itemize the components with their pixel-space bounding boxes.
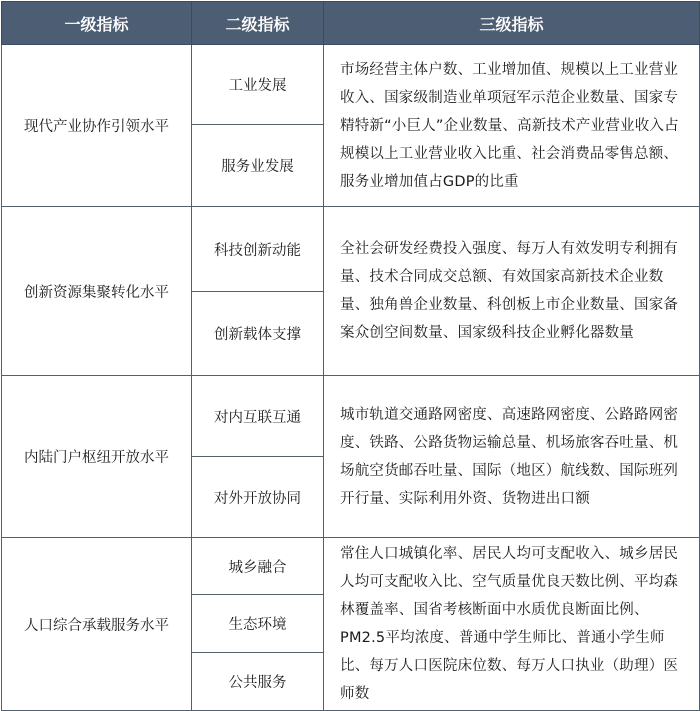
level1-cell: 内陆门户枢纽开放水平	[2, 376, 192, 538]
header-level2: 二级指标	[192, 2, 324, 45]
header-level1: 一级指标	[2, 2, 192, 45]
level2-cell: 生态环境	[192, 595, 324, 653]
table-row	[2, 538, 700, 595]
table-row	[2, 45, 700, 125]
level3-cell: 全社会研发经费投入强度、每万人有效发明专利拥有量、技术合同成交总额、有效国家高新技术企业数量、独角兽企业数量、科创板上市企业数量、国家备案众创空间数量、国家级科技企业孵化器数量	[324, 207, 700, 376]
level2-cell: 服务业发展	[192, 125, 324, 207]
indicator-table	[1, 1, 700, 711]
level2-cell: 城乡融合	[192, 538, 324, 595]
level1-cell: 人口综合承载服务水平	[2, 538, 192, 711]
level3-cell: 城市轨道交通路网密度、高速路网密度、公路路网密度、铁路、公路货物运输总量、机场旅客吞吐量、机场航空货邮吞吐量、国际（地区）航线数、国际班列开行量、实际利用外资、货物进出口额	[324, 376, 700, 538]
level2-cell: 公共服务	[192, 653, 324, 711]
level2-cell: 工业发展	[192, 45, 324, 125]
level3-cell: 常住人口城镇化率、居民人均可支配收入、城乡居民人均可支配收入比、空气质量优良天数比例、平均森林覆盖率、国省考核断面中水质优良断面比例、PM2.5平均浓度、普通中学生师比、普通小学生师比、每万人口医院床位数、每万人口执业（助理）医师数	[324, 538, 700, 711]
header-level3: 三级指标	[324, 2, 700, 45]
table-header-row	[2, 2, 700, 45]
level2-cell: 创新载体支撑	[192, 292, 324, 376]
level2-cell: 科技创新动能	[192, 207, 324, 292]
level1-cell: 现代产业协作引领水平	[2, 45, 192, 207]
level2-cell: 对内互联互通	[192, 376, 324, 457]
level1-cell: 创新资源集聚转化水平	[2, 207, 192, 376]
table-row	[2, 207, 700, 292]
level3-cell: 市场经营主体户数、工业增加值、规模以上工业营业收入、国家级制造业单项冠军示范企业数量、国家专精特新“小巨人”企业数量、高新技术产业营业收入占规模以上工业营业收入比重、社会消费品零售总额、服务业增加值占GDP的比重	[324, 45, 700, 207]
level2-cell: 对外开放协同	[192, 457, 324, 538]
table-row	[2, 376, 700, 457]
